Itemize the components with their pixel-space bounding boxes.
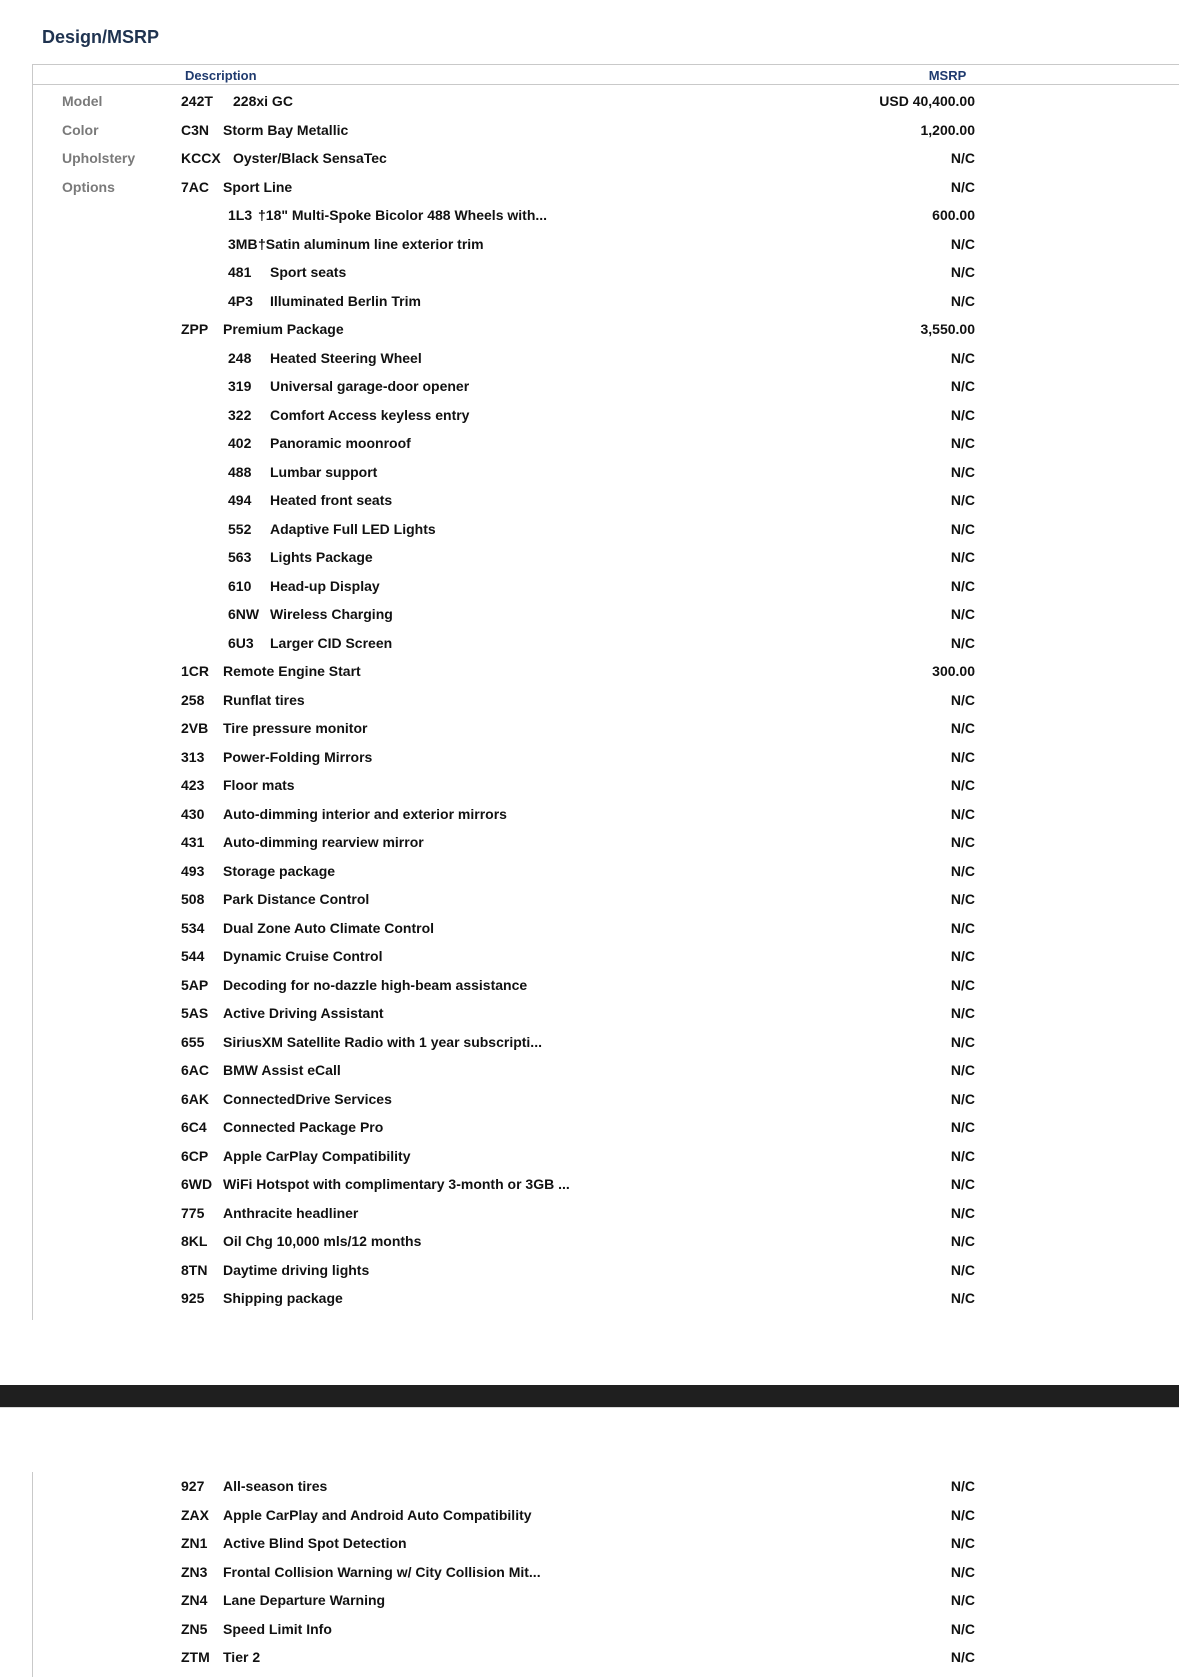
option-price: N/C [950, 691, 975, 708]
option-description: Active Blind Spot Detection [223, 1535, 407, 1551]
option-price: N/C [950, 178, 975, 195]
option-price: N/C [950, 406, 975, 423]
option-code: 493 [181, 862, 205, 879]
option-description: Oyster/Black SensaTec [233, 150, 387, 166]
option-code: 6WD [181, 1176, 213, 1192]
option-description: †Satin aluminum line exterior trim [258, 235, 484, 252]
table-row [0, 433, 1179, 453]
option-description: Lights Package [270, 549, 373, 565]
option-description: Larger CID Screen [270, 634, 393, 651]
option-price: N/C [950, 1261, 975, 1278]
table-row [0, 319, 1179, 339]
option-description: Power-Folding Mirrors [223, 748, 373, 765]
option-code: 313 [181, 748, 205, 765]
option-code: ZN1 [181, 1535, 208, 1551]
header-bottom-divider [32, 84, 1179, 85]
table-row [0, 519, 1179, 539]
option-description: Apple CarPlay and Android Auto Compatibility [223, 1506, 532, 1523]
option-code: 534 [181, 919, 205, 936]
option-price: N/C [950, 549, 975, 565]
option-price: N/C [950, 1090, 975, 1107]
option-description: Illuminated Berlin Trim [270, 292, 421, 309]
option-price: N/C [950, 577, 975, 594]
option-price: N/C [950, 1147, 975, 1164]
table-row [0, 661, 1179, 681]
option-price: N/C [950, 805, 975, 822]
option-price: N/C [950, 463, 975, 480]
option-code: 2VB [181, 720, 209, 736]
option-price: 1,200.00 [920, 121, 975, 138]
table-row [0, 205, 1179, 225]
table-row [0, 861, 1179, 881]
option-code: 4P3 [228, 292, 253, 309]
option-code: 775 [181, 1204, 205, 1221]
option-price: N/C [950, 1033, 975, 1050]
table-row [0, 633, 1179, 653]
option-description: Frontal Collision Warning w/ City Collision Mit... [223, 1563, 541, 1580]
option-price: N/C [950, 1478, 975, 1494]
option-price: N/C [950, 720, 975, 736]
option-description: Adaptive Full LED Lights [270, 520, 436, 537]
option-code: 6C4 [181, 1119, 207, 1135]
row-label-options: Options [62, 178, 115, 195]
option-description: Heated front seats [270, 492, 393, 508]
option-code: 5AS [181, 1005, 209, 1021]
table-row [0, 1533, 1179, 1553]
option-code: 6U3 [228, 634, 254, 651]
option-description: Connected Package Pro [223, 1119, 384, 1135]
option-price: N/C [950, 1592, 975, 1608]
table-row [0, 1288, 1179, 1308]
option-price: N/C [950, 1233, 975, 1249]
option-code: 494 [228, 492, 252, 508]
option-price: N/C [950, 235, 975, 252]
table-row [0, 804, 1179, 824]
option-code: 423 [181, 777, 205, 793]
table-row [0, 718, 1179, 738]
option-code: 508 [181, 891, 205, 907]
table-row [0, 462, 1179, 482]
option-description: Sport Line [223, 178, 293, 195]
option-code: C3N [181, 121, 210, 138]
table-row [0, 405, 1179, 425]
table-row [0, 177, 1179, 197]
option-price: N/C [950, 919, 975, 936]
option-description: Remote Engine Start [223, 663, 361, 679]
table-row [0, 234, 1179, 254]
option-description: Premium Package [223, 321, 344, 337]
option-price: N/C [950, 1563, 975, 1580]
option-code: 481 [228, 264, 252, 280]
option-price: N/C [950, 1062, 975, 1078]
option-code: 6NW [228, 606, 260, 622]
option-price: N/C [950, 634, 975, 651]
option-code: 3MB [228, 235, 258, 252]
option-price: N/C [950, 1506, 975, 1523]
table-row [0, 1619, 1179, 1639]
option-code: 8TN [181, 1261, 208, 1278]
table-row [0, 1260, 1179, 1280]
option-code: ZPP [181, 321, 209, 337]
option-description: All-season tires [223, 1478, 328, 1494]
header-top-divider [32, 64, 1179, 65]
option-description: Storage package [223, 862, 336, 879]
option-description: Tire pressure monitor [223, 720, 368, 736]
table-row [0, 120, 1179, 140]
column-header-description: Description [185, 68, 257, 83]
option-description: Park Distance Control [223, 891, 370, 907]
table-row [0, 1505, 1179, 1525]
table-row [0, 946, 1179, 966]
option-code: 319 [228, 378, 252, 394]
page-title: Design/MSRP [42, 27, 160, 47]
option-price: N/C [950, 862, 975, 879]
table-row [0, 1647, 1179, 1667]
option-price: N/C [950, 1649, 975, 1665]
row-label-model: Model [62, 93, 103, 109]
table-row [0, 889, 1179, 909]
option-price: N/C [950, 948, 975, 964]
option-description: Storm Bay Metallic [223, 121, 349, 138]
option-code: 655 [181, 1033, 205, 1050]
option-code: 6CP [181, 1147, 209, 1164]
table-row [0, 376, 1179, 396]
option-description: BMW Assist eCall [223, 1062, 341, 1078]
table-row [0, 690, 1179, 710]
option-price: 300.00 [932, 663, 975, 679]
table-row [0, 576, 1179, 596]
option-code: 5AP [181, 976, 209, 993]
option-description: Head-up Display [270, 577, 380, 594]
option-description: Panoramic moonroof [270, 435, 411, 451]
option-code: 248 [228, 349, 252, 366]
option-code: 431 [181, 834, 205, 850]
option-price: 600.00 [932, 207, 975, 223]
column-header-msrp: MSRP [928, 68, 967, 83]
option-price: N/C [950, 264, 975, 280]
option-code: 430 [181, 805, 205, 822]
table-row [0, 1117, 1179, 1137]
table-row [0, 1089, 1179, 1109]
table-row [0, 1174, 1179, 1194]
option-description: Auto-dimming rearview mirror [223, 834, 424, 850]
option-description: Sport seats [270, 264, 347, 280]
table-row [0, 1476, 1179, 1496]
option-description: Oil Chg 10,000 mls/12 months [223, 1233, 422, 1249]
option-price: N/C [950, 1005, 975, 1021]
option-description: Wireless Charging [270, 606, 393, 622]
option-price: N/C [950, 891, 975, 907]
option-price: N/C [950, 378, 975, 394]
option-code: 402 [228, 435, 252, 451]
option-code: ZN5 [181, 1620, 208, 1637]
option-code: 552 [228, 520, 252, 537]
option-description: Dynamic Cruise Control [223, 948, 383, 964]
table-row [0, 1590, 1179, 1610]
option-description: Speed Limit Info [223, 1620, 332, 1637]
table-row [0, 262, 1179, 282]
option-price: N/C [950, 1176, 975, 1192]
option-code: ZN3 [181, 1563, 208, 1580]
option-description: Anthracite headliner [223, 1204, 359, 1221]
option-code: 544 [181, 948, 205, 964]
option-description: SiriusXM Satellite Radio with 1 year subscripti... [223, 1033, 542, 1050]
option-description: Active Driving Assistant [223, 1005, 384, 1021]
option-price: N/C [950, 349, 975, 366]
page-break-divider [0, 1407, 1179, 1408]
option-price: N/C [950, 150, 975, 166]
table-row [0, 975, 1179, 995]
table-row [0, 775, 1179, 795]
option-price: N/C [950, 606, 975, 622]
option-code: 488 [228, 463, 252, 480]
option-description: Tier 2 [223, 1649, 261, 1665]
option-code: ZN4 [181, 1592, 208, 1608]
option-code: 242T [181, 93, 213, 109]
table-row [0, 348, 1179, 368]
table-row [0, 148, 1179, 168]
option-price: N/C [950, 520, 975, 537]
option-description: Auto-dimming interior and exterior mirrors [223, 805, 507, 822]
option-code: 1CR [181, 663, 210, 679]
option-code: 258 [181, 691, 205, 708]
option-code: 925 [181, 1290, 205, 1306]
option-code: 7AC [181, 178, 210, 195]
option-description: WiFi Hotspot with complimentary 3-month or 3GB ... [223, 1176, 570, 1192]
option-code: 563 [228, 549, 252, 565]
page-break-band [0, 1385, 1179, 1407]
option-code: 1L3 [228, 207, 253, 223]
option-description: Comfort Access keyless entry [270, 406, 470, 423]
table-row [0, 918, 1179, 938]
table-row [0, 604, 1179, 624]
option-description: †18" Multi-Spoke Bicolor 488 Wheels with... [258, 207, 548, 223]
table-row [0, 1032, 1179, 1052]
option-description: Universal garage-door opener [270, 378, 470, 394]
table-row [0, 1203, 1179, 1223]
table-row [0, 1060, 1179, 1080]
option-price: N/C [950, 292, 975, 309]
option-description: Heated Steering Wheel [270, 349, 422, 366]
option-price: N/C [950, 834, 975, 850]
table-row [0, 291, 1179, 311]
option-code: 322 [228, 406, 252, 423]
table-row [0, 747, 1179, 767]
option-description: Lumbar support [270, 463, 378, 480]
option-code: KCCX [181, 150, 221, 166]
option-code: ZTM [181, 1649, 210, 1665]
table-row [0, 1146, 1179, 1166]
table-row [0, 490, 1179, 510]
option-price: N/C [950, 1204, 975, 1221]
option-description: 228xi GC [233, 93, 293, 109]
table-row [0, 1003, 1179, 1023]
option-price: N/C [950, 1620, 975, 1637]
table-row [0, 1562, 1179, 1582]
option-description: ConnectedDrive Services [223, 1090, 392, 1107]
table-row [0, 1231, 1179, 1251]
option-code: 6AC [181, 1062, 210, 1078]
option-price: N/C [950, 976, 975, 993]
option-code: 6AK [181, 1090, 210, 1107]
option-price: N/C [950, 1535, 975, 1551]
table-row [0, 547, 1179, 567]
option-code: 610 [228, 577, 252, 594]
row-label-upholstery: Upholstery [62, 150, 136, 166]
option-price: N/C [950, 435, 975, 451]
option-description: Floor mats [223, 777, 295, 793]
option-price: 3,550.00 [920, 321, 975, 337]
table-row [0, 832, 1179, 852]
option-description: Runflat tires [223, 691, 305, 708]
option-code: 927 [181, 1478, 205, 1494]
option-description: Shipping package [223, 1290, 343, 1306]
option-description: Lane Departure Warning [223, 1592, 386, 1608]
option-price: USD 40,400.00 [879, 93, 975, 109]
option-description: Decoding for no-dazzle high-beam assistance [223, 976, 528, 993]
option-description: Dual Zone Auto Climate Control [223, 919, 435, 936]
row-label-color: Color [62, 121, 99, 138]
option-price: N/C [950, 1290, 975, 1306]
option-description: Apple CarPlay Compatibility [223, 1147, 411, 1164]
option-price: N/C [950, 748, 975, 765]
option-price: N/C [950, 492, 975, 508]
option-price: N/C [950, 777, 975, 793]
option-code: 8KL [181, 1233, 208, 1249]
table-row [0, 91, 1179, 111]
option-code: ZAX [181, 1506, 209, 1523]
option-description: Daytime driving lights [223, 1261, 370, 1278]
option-price: N/C [950, 1119, 975, 1135]
